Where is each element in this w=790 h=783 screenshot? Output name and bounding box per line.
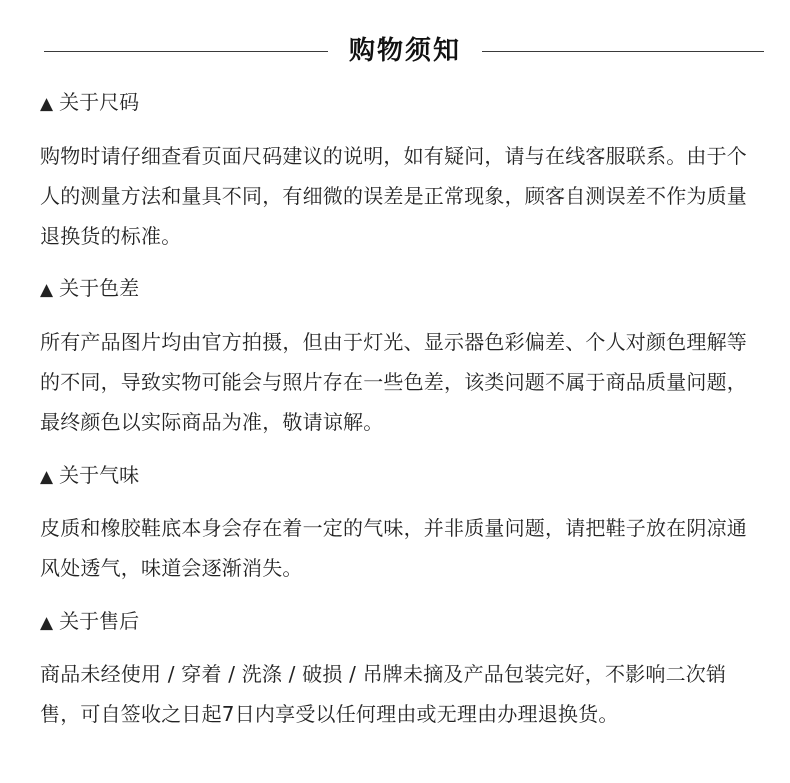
notice-header [0, 26, 790, 76]
section-aftersales-body: 商品未经使用 / 穿着 / 洗涤 / 破损 / 吊牌未摘及产品包装完好，不影响二次销售，可自签收之日起7日内享受以任何理由或无理由办理退换货。 [40, 662, 727, 726]
section-odor-heading [40, 461, 139, 491]
header-divider-left [44, 51, 328, 52]
section-size-title: 关于尺码 [59, 90, 140, 114]
section-odor-title: 关于气味 [59, 463, 140, 487]
triangle-bullet-icon: ▲ [40, 467, 54, 487]
triangle-bullet-icon: ▲ [40, 613, 54, 633]
header-divider-right [482, 51, 764, 52]
section-color-title: 关于色差 [59, 276, 140, 300]
section-color-body: 所有产品图片均由官方拍摄，但由于灯光、显示器色彩偏差、个人对颜色理解等的不同，导致实物可能会与照片存在一些色差，该类问题不属于商品质量问题，最终颜色以实际商品为准，敬请谅解。 [40, 330, 747, 434]
triangle-bullet-icon: ▲ [40, 94, 54, 114]
section-odor-body: 皮质和橡胶鞋底本身会存在着一定的气味，并非质量问题，请把鞋子放在阴凉通风处透气，味道会逐渐消失。 [40, 516, 747, 580]
section-color-heading [40, 274, 139, 304]
page-title: 购物须知 [348, 36, 461, 66]
section-aftersales-title: 关于售后 [59, 609, 140, 633]
section-size-heading [40, 88, 139, 118]
section-size-body: 购物时请仔细查看页面尺码建议的说明，如有疑问，请与在线客服联系。由于个人的测量方法和量具不同，有细微的误差是正常现象，顾客自测误差不作为质量退换货的标准。 [40, 144, 747, 248]
triangle-bullet-icon: ▲ [40, 280, 54, 300]
section-aftersales-heading [40, 607, 139, 637]
